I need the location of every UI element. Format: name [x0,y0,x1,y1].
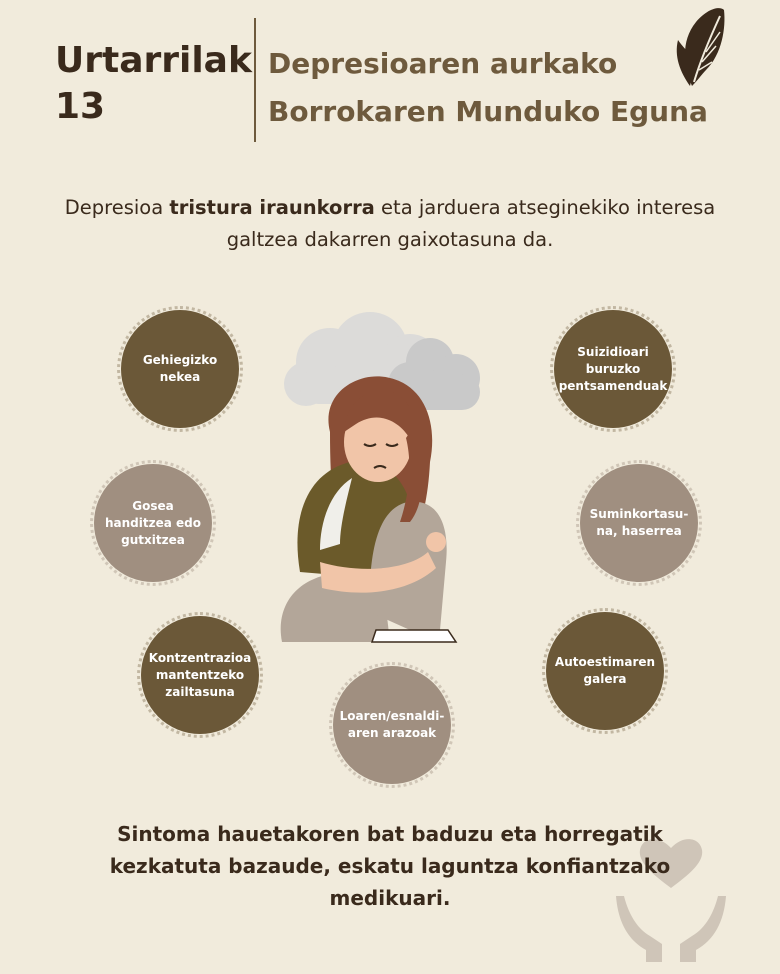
symptom-self-esteem [546,612,664,730]
symptom-irritability [580,464,698,582]
title-line-2: Borrokaren Munduko Eguna [268,95,708,128]
symptom-sleep [333,666,451,784]
symptom-label: Gosea handitzea edo gutxitzea [105,498,201,547]
header-date [55,38,252,130]
page-title [268,40,708,136]
symptom-appetite [94,464,212,582]
symptom-concentration [141,616,259,734]
symptom-label: Suminkortasu-na, haserrea [589,507,689,538]
intro-part-1: Depresioa [64,196,170,219]
date-month: Urtarrilak [55,40,252,81]
intro-bold: tristura iraunkorra [169,196,375,219]
symptom-label: Suizidioari buruzko pentsamenduak [558,344,668,393]
leaf-icon [672,6,728,88]
symptom-label: Autoestimaren galera [554,655,656,686]
date-day: 13 [55,86,106,127]
symptom-label: Gehiegizko nekea [142,353,218,384]
symptom-label: Kontzentrazioa mantentzeko zailtasuna [148,650,252,699]
call-to-action: Sintoma hauetakoren bat baduzu eta horregatik kezkatuta bazaude, eskatu laguntza konfiantzako medikuari. [109,822,671,910]
intro-part-2: eta jarduera atseginekiko interesa galtzea dakarren gaixotasuna da. [226,196,716,251]
symptom-suicidal-thoughts [554,310,672,428]
header-divider [254,18,256,142]
sad-girl-illustration [260,312,500,652]
symptom-label: Loaren/esnaldi-aren arazoak [339,709,445,740]
symptom-fatigue [121,310,239,428]
intro-text [60,192,720,256]
title-line-1: Depresioaren aurkako [268,47,618,80]
